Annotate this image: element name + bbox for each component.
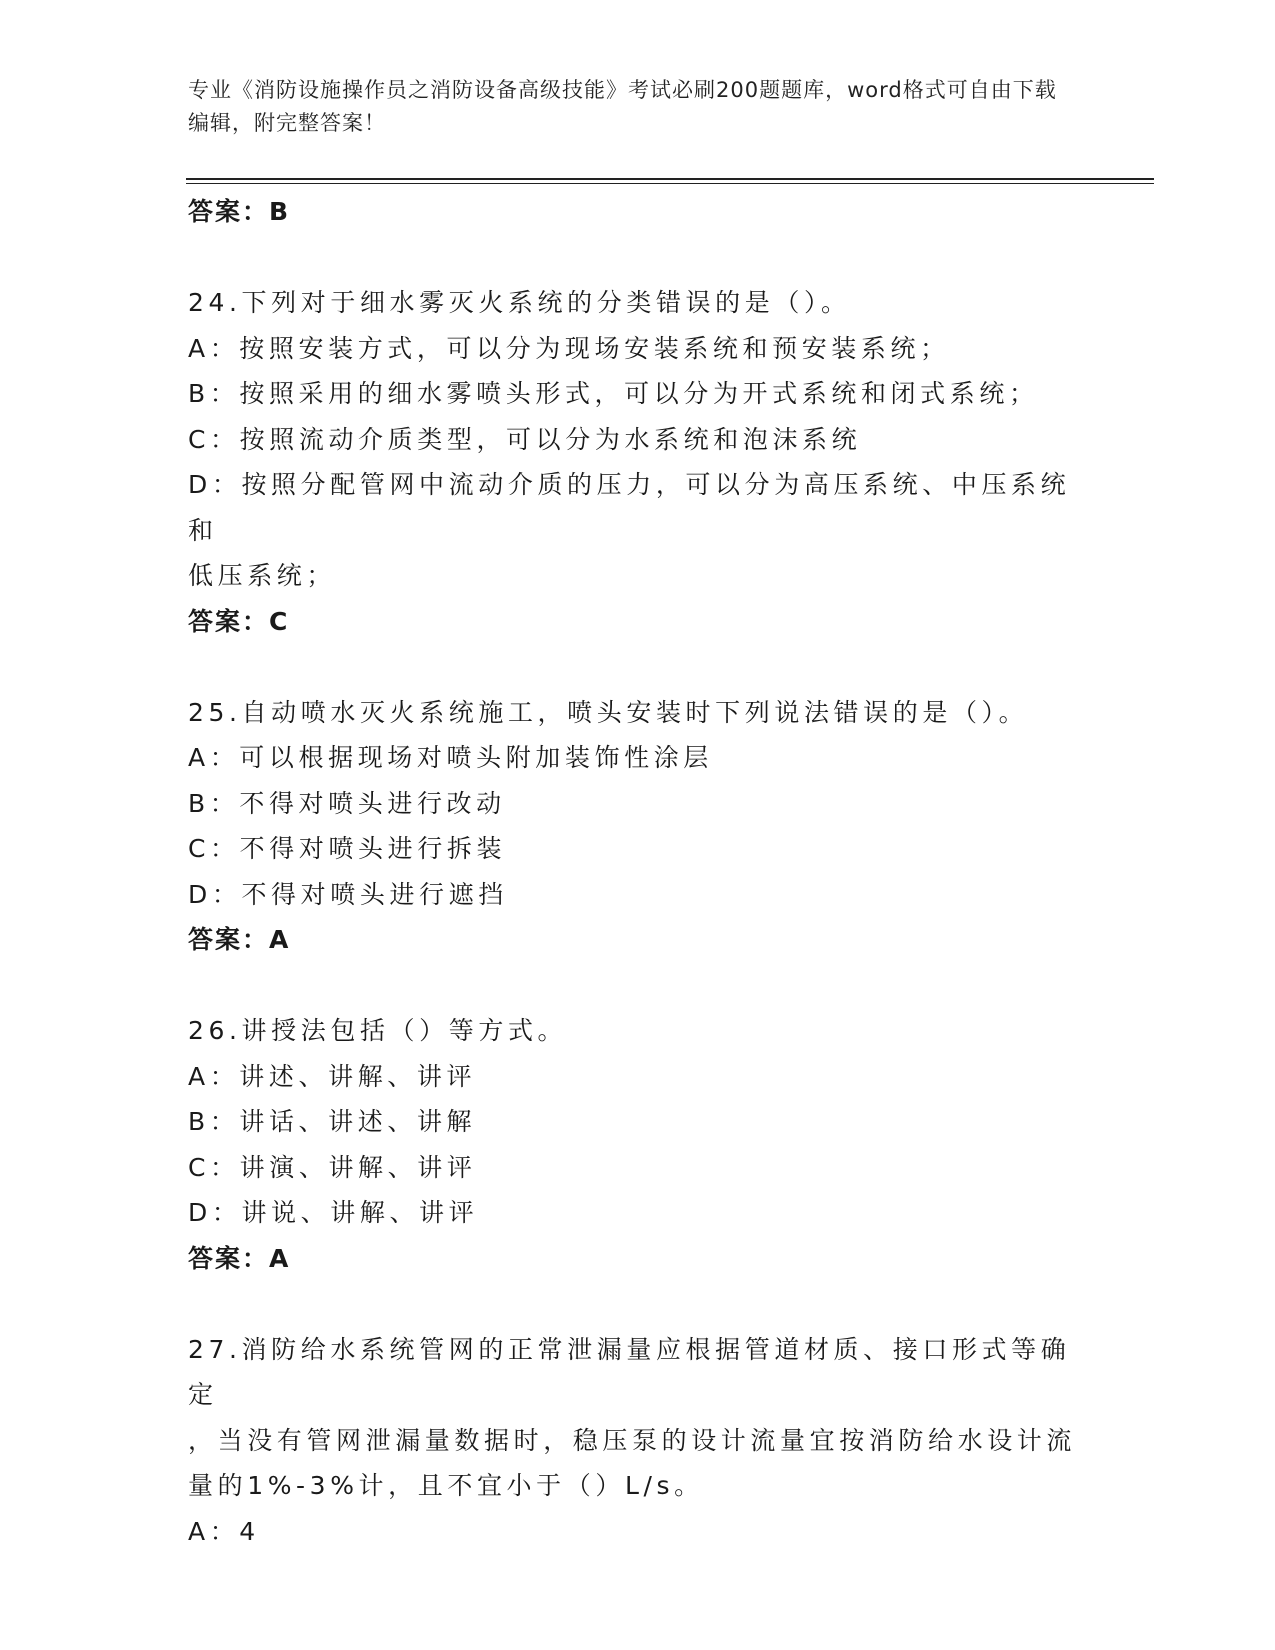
option-b: B：按照采用的细水雾喷头形式，可以分为开式系统和闭式系统； (188, 379, 1039, 408)
answer-line: 答案：A (188, 1243, 291, 1273)
option-d-continued: 低压系统； (188, 561, 337, 590)
option-b: B：不得对喷头进行改动 (188, 788, 506, 818)
spacer (188, 235, 1088, 281)
spacer (188, 644, 1088, 690)
option-c: C：不得对喷头进行拆装 (188, 834, 507, 863)
question-25 (188, 690, 1088, 963)
option-a: A：可以根据现场对喷头附加装饰性涂层 (188, 743, 713, 772)
question-stem: 24.下列对于细水雾灭火系统的分类错误的是（）。 (188, 288, 851, 317)
question-stem: 25.自动喷水灭火系统施工，喷头安装时下列说法错误的是（）。 (188, 697, 1029, 727)
spacer (188, 963, 1088, 1009)
question-stem-continued: ，当没有管网泄漏量数据时，稳压泵的设计流量宜按消防给水设计流 (188, 1425, 1077, 1455)
option-a: A：按照安装方式，可以分为现场安装系统和预安装系统； (188, 333, 950, 363)
option-c: C：讲演、讲解、讲评 (188, 1152, 477, 1182)
option-a: A：讲述、讲解、讲评 (188, 1061, 477, 1091)
answer-line: 答案：C (188, 606, 290, 636)
question-stem-continued: 量的1%-3%计，且不宜小于（）L/s。 (188, 1471, 704, 1500)
question-stem: 27.消防给水系统管网的正常泄漏量应根据管道材质、接口形式等确定 (188, 1334, 1071, 1409)
question-26 (188, 1008, 1088, 1281)
question-27 (188, 1327, 1088, 1555)
header-divider-thin (186, 183, 1154, 184)
question-24 (188, 280, 1088, 644)
option-d: D：按照分配管网中流动介质的压力，可以分为高压系统、中压系统和 (188, 470, 1071, 545)
answer-line: 答案：B (188, 197, 291, 226)
question-stem: 26.讲授法包括（）等方式。 (188, 1016, 568, 1045)
option-d: D：讲说、讲解、讲评 (188, 1198, 479, 1227)
answer-line: 答案：A (188, 925, 291, 954)
spacer (188, 1281, 1088, 1327)
option-b: B：讲话、讲述、讲解 (188, 1107, 477, 1136)
question-list (188, 189, 1088, 1554)
option-d: D：不得对喷头进行遮挡 (188, 879, 508, 909)
option-a: A：4 (188, 1516, 260, 1546)
option-c: C：按照流动介质类型，可以分为水系统和泡沫系统 (188, 424, 862, 454)
header-divider-thick (186, 178, 1154, 180)
document-header: 专业《消防设施操作员之消防设备高级技能》考试必刷200题题库，word格式可自由下载编辑，附完整答案！ (188, 78, 1057, 135)
